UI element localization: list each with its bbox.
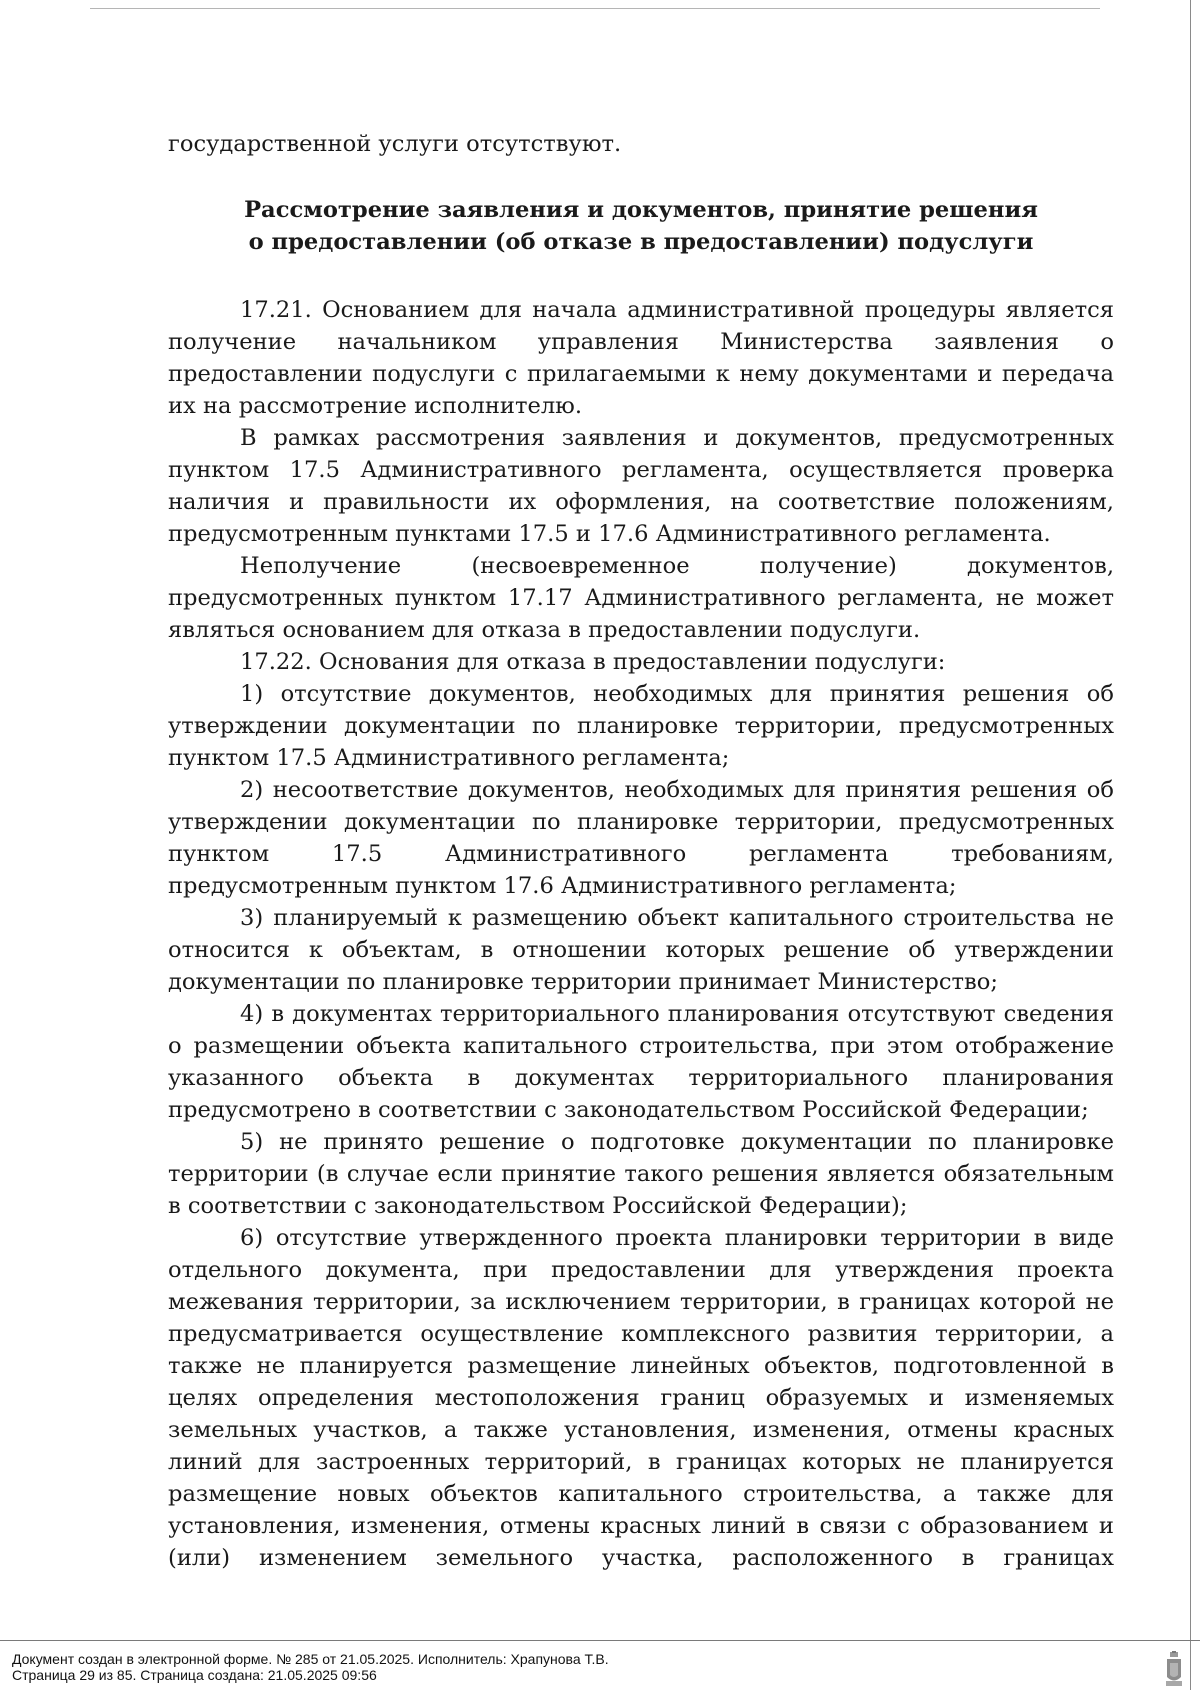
footer-text bbox=[12, 1651, 609, 1683]
paragraph-review-scope: В рамках рассмотрения заявления и документов, предусмотренных пунктом 17.5 Административного регламента, осуществляется проверка наличия и правильности их оформления, на соответствие положениям, предусмотренным пунктами 17.5 и 17.6 Административного регламента. bbox=[168, 425, 1114, 547]
scan-top-edge bbox=[90, 8, 1100, 9]
document-page bbox=[168, 128, 1114, 1574]
footer-document-info: Документ создан в электронной форме. № 285 от 21.05.2025. Исполнитель: Храпунова Т.В. bbox=[12, 1651, 609, 1667]
coat-of-arms-icon bbox=[1165, 1651, 1183, 1687]
section-heading-line-1: Рассмотрение заявления и документов, принятие решения bbox=[244, 197, 1038, 223]
list-item-1: 1) отсутствие документов, необходимых для принятия решения об утверждении документации по планировке территории, предусмотренных пунктом 17.5 Административного регламента; bbox=[168, 681, 1114, 771]
scan-right-edge bbox=[1190, 0, 1191, 1690]
paragraph-17-22: 17.22. Основания для отказа в предоставлении подуслуги: bbox=[240, 649, 946, 675]
list-item-4: 4) в документах территориального планирования отсутствуют сведения о размещении объекта капитального строительства, при этом отображение указанного объекта в документах территориального планирования предусмотрено в соответствии с законодательством Российской Федерации; bbox=[168, 1001, 1114, 1123]
section-heading bbox=[168, 194, 1114, 258]
paragraph-17-21: 17.21. Основанием для начала административной процедуры является получение начальником управления Министерства заявления о предоставлении подуслуги с прилагаемыми к нему документами и передача их на рассмотрение исполнителю. bbox=[168, 297, 1114, 419]
list-item-2: 2) несоответствие документов, необходимых для принятия решения об утверждении документации по планировке территории, предусмотренных пунктом 17.5 Административного регламента требованиям, предусмотренным пунктом 17.6 Административного регламента; bbox=[168, 777, 1114, 899]
section-heading-line-2: о предоставлении (об отказе в предоставлении) подуслуги bbox=[248, 229, 1034, 255]
continued-line: государственной услуги отсутствуют. bbox=[168, 131, 622, 157]
footer-page-info: Страница 29 из 85. Страница создана: 21.05.2025 09:56 bbox=[12, 1667, 377, 1683]
list-item-5: 5) не принято решение о подготовке документации по планировке территории (в случае если принятие такого решения является обязательным в соответствии с законодательством Российской Федерации); bbox=[168, 1129, 1114, 1219]
list-item-6: 6) отсутствие утвержденного проекта планировки территории в виде отдельного документа, при предоставлении для утверждения проекта межевания территории, за исключением территории, в границах которой не предусматривается осуществление комплексного развития территории, а также не планируется размещение линейных объектов, подготовленной в целях определения местоположения границ образуемых и изменяемых земельных участков, а также установления, изменения, отмены красных линий для застроенных территорий, в границах которых не планируется размещение новых объектов капитального строительства, а также для установления, изменения, отмены красных линий в связи с образованием и (или) изменением земельного участка, расположенного в границах bbox=[168, 1225, 1114, 1571]
paragraph-non-receipt: Неполучение (несвоевременное получение) документов, предусмотренных пунктом 17.17 Административного регламента, не может являться основанием для отказа в предоставлении подуслуги. bbox=[168, 553, 1114, 643]
document-footer bbox=[0, 1640, 1200, 1699]
list-item-3: 3) планируемый к размещению объект капитального строительства не относится к объектам, в отношении которых решение об утверждении документации по планировке территории принимает Министерство; bbox=[168, 905, 1114, 995]
